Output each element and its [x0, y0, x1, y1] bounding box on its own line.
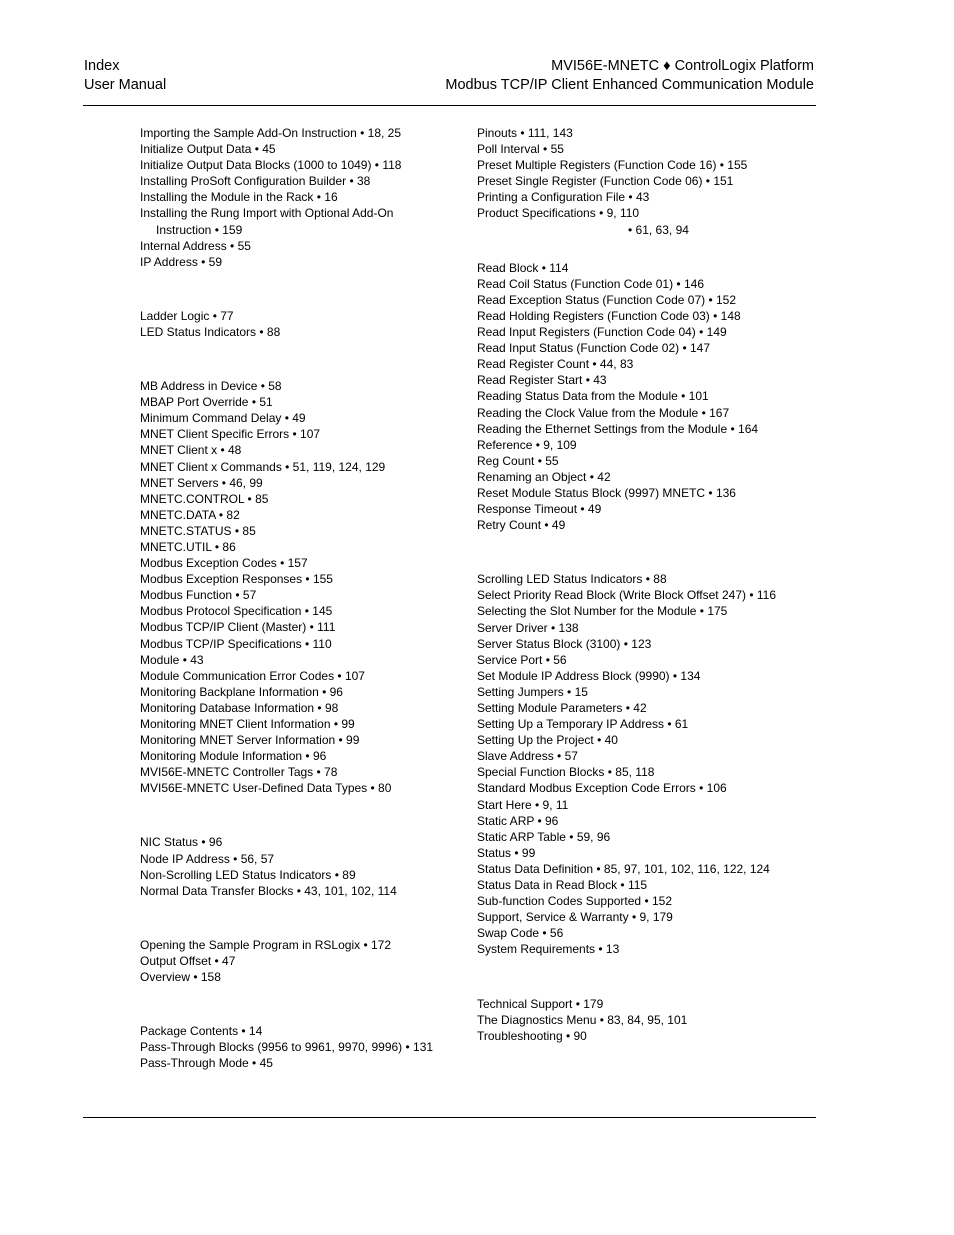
index-entry: Initialize Output Data Blocks (1000 to 1049) • 118 — [140, 158, 402, 173]
index-entry: Non-Scrolling LED Status Indicators • 89 — [140, 867, 356, 882]
index-entry: Read Input Status (Function Code 02) • 147 — [477, 341, 711, 356]
index-entry: Reg Count • 55 — [477, 453, 559, 468]
index-entry: Scrolling LED Status Indicators • 88 — [477, 572, 667, 587]
footer-divider — [83, 1117, 816, 1118]
index-entry: MNETC.STATUS • 85 — [140, 523, 256, 538]
index-group-i — [140, 125, 440, 270]
index-entry: Modbus TCP/IP Client (Master) • 111 — [140, 620, 336, 635]
index-entry: MNETC.CONTROL • 85 — [140, 491, 269, 506]
index-entry: Read Holding Registers (Function Code 03) • 148 — [477, 308, 741, 323]
index-entry: Server Status Block (3100) • 123 — [477, 636, 652, 651]
index-entry: Reference • 9, 109 — [477, 437, 577, 452]
index-entry: Service Port • 56 — [477, 652, 567, 667]
index-entry: MB Address in Device • 58 — [140, 379, 282, 394]
index-entry: Preset Multiple Registers (Function Code 16) • 155 — [477, 158, 748, 173]
index-entry: Installing ProSoft Configuration Builder • 38 — [140, 174, 371, 189]
index-entry: Modbus Exception Codes • 157 — [140, 556, 308, 571]
index-entry: Monitoring Backplane Information • 96 — [140, 684, 343, 699]
index-entry: System Requirements • 13 — [477, 942, 620, 957]
index-entry: MNET Client Specific Errors • 107 — [140, 427, 321, 442]
index-group-s — [477, 571, 777, 957]
index-column-right — [477, 125, 777, 1044]
index-entry: Static ARP Table • 59, 96 — [477, 829, 611, 844]
index-entry: LED Status Indicators • 88 — [140, 324, 281, 339]
index-entry: Reset Module Status Block (9997) MNETC • 136 — [477, 485, 736, 500]
index-entry: MNET Client x Commands • 51, 119, 124, 129 — [140, 459, 386, 474]
index-entry: Poll Interval • 55 — [477, 142, 564, 157]
index-group-m — [140, 378, 440, 796]
index-entry-orphan: • 61, 63, 94 — [628, 222, 689, 237]
index-entry: Importing the Sample Add-On Instruction • 18, 25 — [140, 126, 402, 140]
index-entry: Reading the Clock Value from the Module • 167 — [477, 405, 730, 420]
index-entry: Standard Modbus Exception Code Errors • 106 — [477, 781, 727, 796]
index-entry: Pinouts • 111, 143 — [477, 126, 573, 140]
index-entry: Select Priority Read Block (Write Block Offset 247) • 116 — [477, 588, 776, 603]
index-group-n — [140, 834, 440, 898]
index-entry: Internal Address • 55 — [140, 238, 251, 253]
index-entry: Read Block • 114 — [477, 260, 569, 275]
index-entry: Reading Status Data from the Module • 101 — [477, 389, 709, 404]
index-entry: Read Register Start • 43 — [477, 373, 607, 388]
section-title: Index — [84, 58, 120, 74]
index-entry: Setting Module Parameters • 42 — [477, 701, 647, 715]
index-entry: MVI56E-MNETC Controller Tags • 78 — [140, 765, 338, 780]
index-entry: Modbus Function • 57 — [140, 588, 257, 603]
index-group-p-right — [477, 125, 777, 222]
index-entry: Package Contents • 14 — [140, 1024, 263, 1039]
index-entry: Overview • 158 — [140, 970, 221, 985]
index-entry: IP Address • 59 — [140, 254, 223, 269]
index-entry: Read Input Registers (Function Code 04) • 149 — [477, 325, 727, 340]
index-group-r — [477, 260, 777, 534]
index-entry: Monitoring Module Information • 96 — [140, 749, 327, 764]
index-entry: Normal Data Transfer Blocks • 43, 101, 102, 114 — [140, 883, 397, 898]
index-entry: MBAP Port Override • 51 — [140, 395, 273, 410]
index-group-t — [477, 996, 777, 1044]
header-right — [445, 57, 814, 95]
index-entry: Server Driver • 138 — [477, 620, 579, 635]
index-entry: Product Specifications • 9, 110 — [477, 206, 640, 221]
index-entry: The Diagnostics Menu • 83, 84, 95, 101 — [477, 1012, 688, 1027]
index-entry: Retry Count • 49 — [477, 518, 566, 533]
index-entry: Special Function Blocks • 85, 118 — [477, 765, 655, 780]
index-entry: Module • 43 — [140, 652, 204, 667]
index-group-l — [140, 308, 440, 340]
index-entry: MNET Servers • 46, 99 — [140, 475, 263, 490]
index-entry: Setting Up a Temporary IP Address • 61 — [477, 717, 689, 732]
index-entry: Opening the Sample Program in RSLogix • 172 — [140, 937, 392, 952]
index-entry: Printing a Configuration File • 43 — [477, 190, 650, 205]
index-entry: NIC Status • 96 — [140, 835, 223, 850]
index-entry: Status Data in Read Block • 115 — [477, 878, 648, 893]
index-entry: Installing the Rung Import with Optional Add-On Instruction • 159 — [140, 206, 397, 237]
index-entry: Read Register Count • 44, 83 — [477, 357, 634, 372]
index-entry: Technical Support • 179 — [477, 996, 604, 1011]
index-entry: Swap Code • 56 — [477, 926, 564, 941]
index-entry: Troubleshooting • 90 — [477, 1028, 587, 1043]
index-entry: Ladder Logic • 77 — [140, 308, 234, 323]
index-entry: Monitoring MNET Client Information • 99 — [140, 717, 355, 731]
index-entry: Pass-Through Mode • 45 — [140, 1056, 273, 1071]
index-entry: Setting Up the Project • 40 — [477, 733, 618, 748]
index-entry: MNET Client x • 48 — [140, 443, 242, 458]
index-entry: Preset Single Register (Function Code 06) • 151 — [477, 174, 734, 189]
index-entry: Slave Address • 57 — [477, 749, 578, 764]
index-entry: Pass-Through Blocks (9956 to 9961, 9970, 9996) • 131 — [140, 1040, 434, 1055]
index-entry: Read Coil Status (Function Code 01) • 146 — [477, 276, 704, 291]
index-entry: MVI56E-MNETC User-Defined Data Types • 80 — [140, 781, 392, 796]
index-entry: Response Timeout • 49 — [477, 502, 602, 517]
index-entry: Support, Service & Warranty • 9, 179 — [477, 910, 673, 925]
index-entry: Modbus Exception Responses • 155 — [140, 572, 333, 587]
index-entry: Monitoring Database Information • 98 — [140, 700, 339, 715]
index-group-p-left — [140, 1023, 440, 1071]
index-entry: Modbus Protocol Specification • 145 — [140, 604, 333, 619]
index-entry: Read Exception Status (Function Code 07) • 152 — [477, 292, 737, 307]
index-entry: Monitoring MNET Server Information • 99 — [140, 733, 360, 748]
index-entry: Node IP Address • 56, 57 — [140, 851, 275, 866]
index-entry: MNETC.DATA • 82 — [140, 507, 240, 522]
index-entry: Static ARP • 96 — [477, 813, 559, 828]
index-entry: Reading the Ethernet Settings from the Module • 164 — [477, 421, 759, 436]
index-entry: Start Here • 9, 11 — [477, 797, 569, 812]
index-entry: MNETC.UTIL • 86 — [140, 539, 236, 554]
product-platform: MVI56E-MNETC ♦ ControlLogix Platform — [551, 58, 814, 74]
index-entry: Selecting the Slot Number for the Module • 175 — [477, 604, 728, 619]
product-description: Modbus TCP/IP Client Enhanced Communication Module — [445, 77, 814, 93]
index-entry: Status Data Definition • 85, 97, 101, 102, 116, 122, 124 — [477, 861, 770, 876]
header-divider — [83, 105, 816, 106]
index-column-left — [140, 125, 440, 1071]
index-entry: Modbus TCP/IP Specifications • 110 — [140, 636, 332, 651]
index-entry: Set Module IP Address Block (9990) • 134 — [477, 668, 701, 683]
header-left — [84, 57, 166, 95]
index-entry: Minimum Command Delay • 49 — [140, 411, 306, 426]
index-entry: Module Communication Error Codes • 107 — [140, 668, 365, 683]
index-entry: Renaming an Object • 42 — [477, 469, 611, 484]
index-entry: Sub-function Codes Supported • 152 — [477, 894, 672, 909]
index-entry: Output Offset • 47 — [140, 953, 236, 968]
index-entry: Setting Jumpers • 15 — [477, 684, 588, 699]
index-group-o — [140, 937, 440, 985]
index-entry: Initialize Output Data • 45 — [140, 142, 276, 157]
document-type: User Manual — [84, 77, 167, 93]
index-entry: Installing the Module in the Rack • 16 — [140, 190, 338, 205]
index-entry: Status • 99 — [477, 845, 536, 860]
